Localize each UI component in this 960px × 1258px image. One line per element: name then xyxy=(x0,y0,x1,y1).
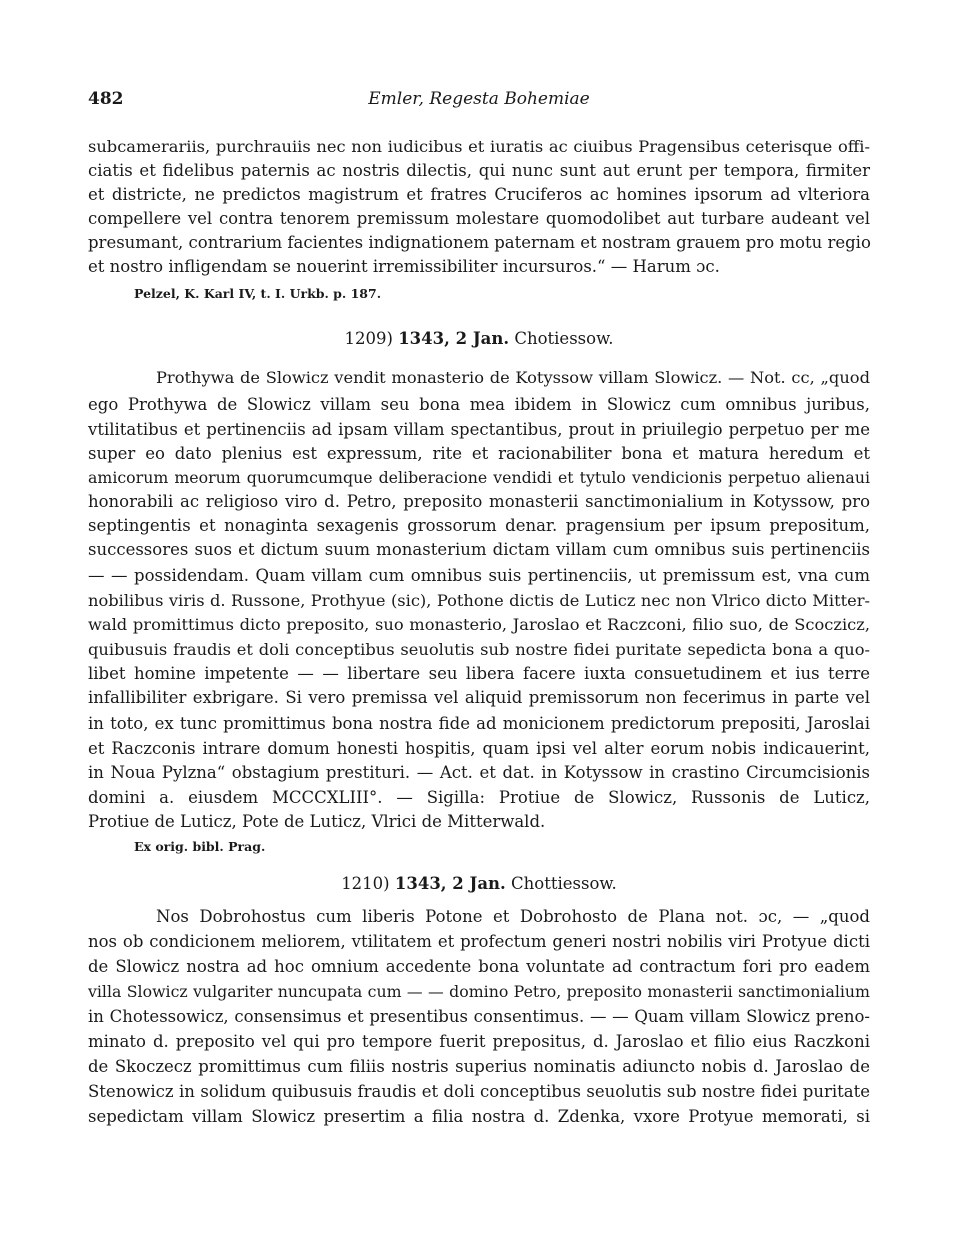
text-line: minato d. preposito vel qui pro tempore fuerit prepositus, d. Jaroslao et filio eius Raczkoni xyxy=(88,1032,870,1051)
text-line: amicorum meorum quorumcumque deliberacione vendidi et tytulo vendicionis perpetuo alienaui xyxy=(88,468,870,487)
text-line: nobilibus viris d. Russone, Prothyue (sic), Pothone dictis de Luticz nec non Vlrico dicto Mitter- xyxy=(88,591,870,610)
source-note: Pelzel, K. Karl IV, t. I. Urkb. p. 187. xyxy=(134,286,382,301)
text-line: infallibiliter exbrigare. Si vero premissa vel aliquid premissorum non fecerimus in parte vel xyxy=(88,688,870,707)
source-note: Ex orig. bibl. Prag. xyxy=(134,839,266,854)
text-line: wald promittimus dicto preposito, suo monasterio, Jaroslao et Raczconi, filio suo, de Scoczicz, xyxy=(88,615,870,634)
entry-heading xyxy=(88,327,870,351)
text-line: villa Slowicz vulgariter nuncupata cum — — domino Petro, preposito monasterii sanctimonialium xyxy=(88,982,870,1001)
text-line: successores suos et dictum suum monasterium dictam villam cum omnibus suis pertinenciis xyxy=(88,540,870,559)
entry-date: 1343, 2 Jan. xyxy=(394,874,506,893)
text-line: subcamerariis, purchrauiis nec non iudicibus et iuratis ac ciuibus Pragensibus ceterisque offi- xyxy=(88,137,870,156)
text-line: et nostro infligendam se nouerint irremissibiliter incursuros.“ — Harum ɔc. xyxy=(88,257,720,276)
text-line: in toto, ex tunc promittimus bona nostra fide ad monicionem predictorum prepositi, Jaroslai xyxy=(88,714,870,733)
text-line: de Skoczecz promittimus cum filiis nostris superius nominatis adiuncto nobis d. Jaroslao de xyxy=(88,1057,870,1076)
text-line: ciatis et fidelibus paternis ac nostris dilectis, qui nunc sunt aut erunt per tempora, firmiter xyxy=(88,161,870,180)
page-number: 482 xyxy=(88,89,124,109)
text-line: in Chotessowicz, consensimus et presentibus consentimus. — — Quam villam Slowicz preno- xyxy=(88,1007,870,1026)
text-line: quibusuis fraudis et doli conceptibus seuolutis sub nostre fidei puritate sepedicta bona a quo- xyxy=(88,640,870,659)
text-line: septingentis et nonaginta sexagenis grossorum denar. pragensium per ipsum prepositum, xyxy=(88,516,870,535)
text-line: et Raczconis intrare domum honesti hospitis, quam ipsi vel alter eorum nobis indicauerint, xyxy=(88,739,870,758)
text-line: — — possidendam. Quam villam cum omnibus suis pertinenciis, ut premissum est, vna cum xyxy=(88,566,870,585)
text-line: ego Prothywa de Slowicz villam seu bona mea ibidem in Slowicz cum omnibus juribus, xyxy=(88,395,870,414)
text-line: honorabili ac religioso viro d. Petro, preposito monasterii sanctimonialium in Kotyssow, pro xyxy=(88,492,870,511)
text-line: sepedictam villam Slowicz presertim a filia nostra d. Zdenka, vxore Protyue memorati, si xyxy=(88,1107,870,1126)
text-line: de Slowicz nostra ad hoc omnium accedente bona voluntate ad contractum fori pro eadem xyxy=(88,957,870,976)
text-line: Stenowicz in solidum quibusuis fraudis et doli conceptibus seuolutis sub nostre fidei puritate xyxy=(88,1082,870,1101)
text-line: Nos Dobrohostus cum liberis Potone et Dobrohosto de Plana not. ɔc, — „quod xyxy=(156,907,870,926)
running-title: Emler, Regesta Bohemiae xyxy=(368,89,590,109)
text-line: Prothywa de Slowicz vendit monasterio de Kotyssow villam Slowicz. — Not. cc, „quod xyxy=(156,368,870,387)
text-line: compellere vel contra tenorem premissum molestare quomodolibet aut turbare audeant vel xyxy=(88,209,870,228)
entry-place: Chotiessow. xyxy=(514,329,614,348)
entry-date: 1343, 2 Jan. xyxy=(398,329,510,348)
text-line: nos ob condicionem meliorem, vtilitatem et profectum generi nostri nobilis viri Protyue dicti xyxy=(88,932,870,951)
text-line: et districte, ne predictos magistrum et fratres Cruciferos ac homines ipsorum ad vlteriora xyxy=(88,185,870,204)
text-line: libet homine impetente — — libertare seu libera facere iuxta consuetudinem et ius terre xyxy=(88,664,870,683)
text-line: vtilitatibus et pertinenciis ad ipsam villam spectantibus, prout in priuilegio perpetuo per me xyxy=(88,420,870,439)
entry-number: 1210) xyxy=(341,874,390,893)
entry-number: 1209) xyxy=(344,329,393,348)
text-line: in Noua Pylzna“ obstagium prestituri. — Act. et dat. in Kotyssow in crastino Circumcisionis xyxy=(88,763,870,782)
entry-heading xyxy=(88,872,870,896)
text-line: super eo dato plenius est expressum, rite et racionabiliter bona et matura heredum et xyxy=(88,444,870,463)
entry-place: Chottiessow. xyxy=(511,874,617,893)
text-line: presumant, contrarium facientes indignationem paternam et nostram grauem pro motu regio xyxy=(88,233,871,252)
page-header xyxy=(88,89,870,113)
text-line: domini a. eiusdem MCCCXLIII°. — Sigilla: Protiue de Slowicz, Russonis de Luticz, xyxy=(88,788,870,807)
text-line: Protiue de Luticz, Pote de Luticz, Vlrici de Mitterwald. xyxy=(88,812,546,831)
